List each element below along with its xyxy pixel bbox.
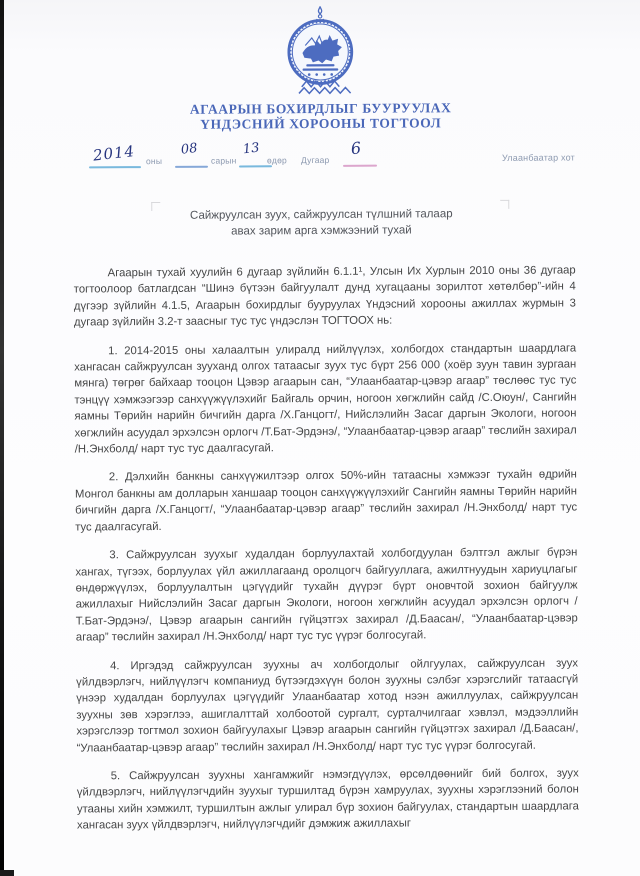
decree-item-3: 3. Сайжруулсан зуухыг худалдан борлуулахтай холбогдуулан бэлтгэл ажлыг бүрэн хангах, түгээх, борлуулах үйл ажиллагаанд оролцогч байгууллага, ажилтнуудын хариуцлагыг өндөржүүлэх, борлуулалтын цэгүүдийг тухайн дүүрэг бүрт оновчтой зохион байгуулж ажиллахыг Нийслэлийн Засаг даргын Экологи, ногоон хөгжлийн асуудал эрхэлсэн орлогч /Т.Бат-Эрдэнэ/, Цэвэр агаарын сангийн гүйцэтгэх захирал /Д.Баасан/, “Улаанбаатар-цэвэр агаар” төслийн захирал /Н.Энхболд/ нарт тус тус үүрэг болгосугай.: [75, 546, 578, 644]
scan-edge-bottom: [0, 870, 14, 876]
day-label: өдөр: [266, 155, 287, 166]
decree-item-2: 2. Дэлхийн банкны санхүүжилтээр олгох 50%-ийн татаасны хэмжээг тухайн өдрийн Монгол банкны ам долларын ханшаар тооцон санхүүжүүлэхийг Сангийн яамны Төрийн нарийн бичгийн дарга /Х.Ганцогт/, “Улаанбаатар-цэвэр агаар” төслийн захирал /Н.Энхболд/ нарт тус тус даалгасугай.: [74, 468, 578, 534]
decree-body: [74, 262, 579, 834]
subject-line2: авах зарим арга хэмжээний тухай: [231, 224, 412, 238]
document-content: [4, 0, 640, 847]
state-emblem-icon: [270, 6, 371, 99]
org-title-line1: АГААРЫН БОХИРДЛЫГ БУУРУУЛАХ: [189, 100, 452, 117]
scan-corner-mark: [500, 200, 509, 209]
underline-number: [343, 165, 377, 167]
city-label: Улаанбаатар хот: [501, 152, 575, 163]
underline-year: [89, 166, 141, 168]
number-label: Дугаар: [300, 154, 330, 166]
scan-corner-mark: [151, 202, 160, 211]
handwritten-day: 13: [242, 140, 261, 158]
scan-edge-left: [0, 0, 4, 876]
handwritten-number: 6: [349, 138, 363, 159]
decree-item-1: 1. 2014-2015 оны халаалтын улиралд нийлүүлэх, холбогдох стандартын шаардлага хангасан сайжруулсан зууханд олгох татаасыг зуух тус бүрт 256 000 (хоёр зуун тавин зургаан мянга) төгрөг байхаар тооцон Цэвэр агаарын сан, “Улаанбаатар-цэвэр агаар” төслөөс тус тус тэнцүү хэмжээгээр санхүүжүүлэхийг Байгаль орчин, ногоон хөгжлийн сайд /С.Оюун/, Сангийн яамны Төрийн нарийн бичгийн дарга /Х.Ганцогт/, Нийслэлийн Засаг даргын Экологи, ногоон хөгжлийн асуудал эрхэлсэн орлогч /Т.Бат-Эрдэнэ/, “Улаанбаатар-цэвэр агаар” төслийн захирал /Н.Энхболд/ нарт тус тус даалгасугай.: [74, 342, 577, 456]
decree-item-4: 4. Иргэдэд сайжруулсан зуухны ач холбогдолыг ойлгуулах, сайжруулсан зуух үйлдвэрлэгч, нийлүүлэгч компаниуд бүтээгдэхүүн болон зуухны сэлбэг хэрэгслийг татаасгүй үнээр худалдан борлуулах цэгүүдийг Улаанбаатар хотод нээн ажиллуулах, сайжруулсан зуухны зөв хэрэглээ, ашиглалттай холбоотой сургалт, сурталчилгааг хэвлэл, мэдээллийн хэрэгслээр тогтмол зохион байгуулахыг Цэвэр агаарын сангийн гүйцэтгэх захирал /Д.Баасан/, “Улаанбаатар-цэвэр агаар” төслийн захирал /Н.Энхболд/ нарт тус тус үүрэг болгосугай.: [76, 656, 579, 755]
org-title: [5, 99, 637, 133]
year-label: оны: [145, 155, 163, 167]
underline-month: [175, 166, 208, 168]
handwritten-month: 08: [180, 140, 199, 158]
subject-heading: [5, 205, 637, 241]
subject-line1: Сайжруулсан зуух, сайжруулсан түлшний талаар: [189, 208, 453, 222]
underline-day: [239, 165, 272, 167]
month-label: сарын: [210, 155, 237, 166]
org-title-line2: ҮНДЭСНИЙ ХОРООНЫ ТОГТООЛ: [200, 115, 442, 132]
date-number-row: [5, 137, 637, 181]
handwritten-year: 2014: [92, 141, 136, 165]
decree-item-5: 5. Сайжруулсан зуухны хангамжийг нэмэгдүүлэх, өрсөлдөөнийг бий болгох, зуух үйлдвэрлэгч, нийлүүлэгчдийн зуухыг туршилтад бүрэн хамруулах, зуухны хэрэглээний болон утааны хийн хэмжилт, туршилтын ажлыг улирал бүр зохион байгуулах, стандартын шаардлага хангасан зуух үйлдвэрлэгч, нийлүүлэгчдийг дэмжиж ажиллахыг: [76, 767, 579, 832]
preamble-paragraph: Агаарын тухай хуулийн 6 дугаар зүйлийн 6.1.1¹, Улсын Их Хурлын 2010 оны 36 дугаар тогтоолоор батлагдсан “Шинэ бүтээн байгуулалт дунд хугацааны зорилтот хөтөлбөр”-ийн 4 дүгээр зүйлийн 4.1.5, Агаарын бохирдлыг бууруулах Үндэсний хорооны ажиллах журмын 3 дугаар зүйлийн 3.2-т заасныг тус тус үндэслэн ТОГТООХ нь:: [73, 264, 576, 329]
